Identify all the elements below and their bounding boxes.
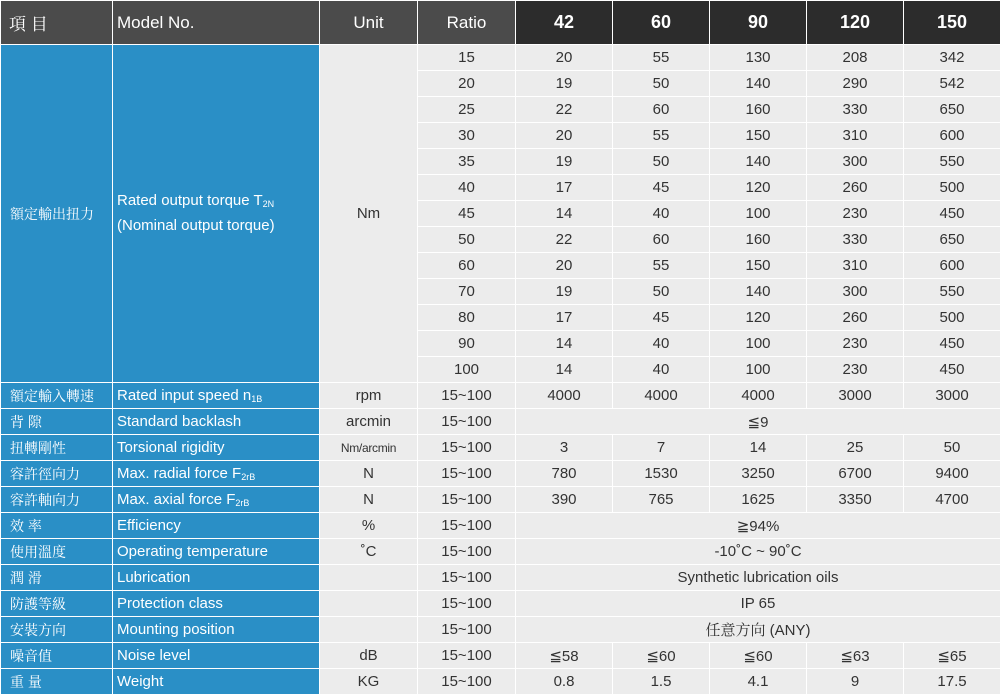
torque-value-cell: 290 [807,71,904,97]
weight-value-cell: 9 [807,669,904,695]
torque-value-cell: 22 [516,97,613,123]
torque-value-cell: 450 [904,357,1000,383]
noise-value-cell: ≦65 [904,643,1000,669]
backlash-label-en-text: Standard backlash [117,413,241,430]
radial-label-en [113,461,320,487]
weight-value-cell: 0.8 [516,669,613,695]
ratio-cell: 100 [418,357,516,383]
spec-row-noise [1,643,1000,669]
torque-value-cell: 20 [516,45,613,71]
axial-label-zh: 容許軸向力 [1,487,113,513]
torque-value-cell: 45 [613,175,710,201]
torque-value-cell: 542 [904,71,1000,97]
ratio-cell: 15 [418,45,516,71]
torque-value-cell: 17 [516,175,613,201]
speed-label-en-text: Rated input speed n [117,387,251,404]
noise-label-en-text: Noise level [117,647,190,664]
ratio-cell: 40 [418,175,516,201]
spec-row-speed [1,383,1000,409]
torque-value-cell: 230 [807,357,904,383]
axial-ratio: 15~100 [418,487,516,513]
lubrication-label-en [113,565,320,591]
torque-value-cell: 300 [807,149,904,175]
header-ratio: Ratio [418,1,516,45]
torque-value-cell: 100 [710,357,807,383]
spec-row-radial [1,461,1000,487]
torque-value-cell: 22 [516,227,613,253]
temperature-ratio: 15~100 [418,539,516,565]
lubrication-unit [320,565,418,591]
torque-value-cell: 100 [710,201,807,227]
torque-value-cell: 450 [904,331,1000,357]
torque-value-cell: 208 [807,45,904,71]
radial-value-cell: 1530 [613,461,710,487]
backlash-unit: arcmin [320,409,418,435]
torque-value-cell: 50 [613,279,710,305]
header-model-90: 90 [710,1,807,45]
header-item: 項 目 [1,1,113,45]
axial-unit: N [320,487,418,513]
torque-value-cell: 20 [516,253,613,279]
torque-value-cell: 140 [710,149,807,175]
rigidity-value-cell: 14 [710,435,807,461]
ratio-cell: 70 [418,279,516,305]
radial-value-cell: 6700 [807,461,904,487]
backlash-label-en [113,409,320,435]
protection-merged-value: IP 65 [516,591,1000,617]
speed-label-en [113,383,320,409]
lubrication-label-zh: 潤 滑 [1,565,113,591]
rigidity-label-en-text: Torsional rigidity [117,439,225,456]
mounting-unit [320,617,418,643]
weight-label-en-text: Weight [117,673,163,690]
torque-value-cell: 160 [710,227,807,253]
torque-value-cell: 330 [807,97,904,123]
torque-value-cell: 55 [613,123,710,149]
weight-unit: KG [320,669,418,695]
torque-value-cell: 50 [613,71,710,97]
torque-value-cell: 260 [807,175,904,201]
axial-value-cell: 4700 [904,487,1000,513]
mounting-label-en [113,617,320,643]
torque-value-cell: 600 [904,253,1000,279]
axial-label-en-sub: 2rB [235,498,249,508]
spec-row-temperature [1,539,1000,565]
ratio-cell: 90 [418,331,516,357]
spec-row-rigidity [1,435,1000,461]
torque-value-cell: 60 [613,227,710,253]
header-row [1,1,1000,45]
temperature-label-zh: 使用溫度 [1,539,113,565]
torque-row [1,45,1000,71]
torque-value-cell: 120 [710,305,807,331]
header-model-60: 60 [613,1,710,45]
radial-ratio: 15~100 [418,461,516,487]
protection-label-zh: 防護等級 [1,591,113,617]
rigidity-value-cell: 7 [613,435,710,461]
torque-value-cell: 310 [807,123,904,149]
speed-ratio: 15~100 [418,383,516,409]
header-model-120: 120 [807,1,904,45]
weight-value-cell: 4.1 [710,669,807,695]
speed-unit: rpm [320,383,418,409]
header-model-150: 150 [904,1,1000,45]
torque-value-cell: 650 [904,227,1000,253]
rigidity-label-zh: 扭轉剛性 [1,435,113,461]
torque-value-cell: 230 [807,331,904,357]
torque-value-cell: 550 [904,149,1000,175]
torque-value-cell: 300 [807,279,904,305]
torque-value-cell: 140 [710,71,807,97]
torque-value-cell: 500 [904,175,1000,201]
torque-label-en-line2: (Nominal output torque) [117,217,275,234]
radial-label-en-text: Max. radial force F [117,465,241,482]
axial-label-en [113,487,320,513]
backlash-merged-value: ≦9 [516,409,1000,435]
torque-value-cell: 100 [710,331,807,357]
protection-ratio: 15~100 [418,591,516,617]
noise-unit: dB [320,643,418,669]
torque-value-cell: 20 [516,123,613,149]
torque-value-cell: 342 [904,45,1000,71]
torque-label-en-sub: 2N [263,199,275,209]
efficiency-ratio: 15~100 [418,513,516,539]
ratio-cell: 20 [418,71,516,97]
protection-label-en [113,591,320,617]
spec-row-axial [1,487,1000,513]
lubrication-label-en-text: Lubrication [117,569,190,586]
efficiency-label-en-text: Efficiency [117,517,181,534]
weight-label-zh: 重 量 [1,669,113,695]
temperature-merged-value: -10˚C ~ 90˚C [516,539,1000,565]
ratio-cell: 25 [418,97,516,123]
rigidity-value-cell: 25 [807,435,904,461]
mounting-label-zh: 安裝方向 [1,617,113,643]
torque-value-cell: 55 [613,253,710,279]
spec-row-efficiency [1,513,1000,539]
protection-unit [320,591,418,617]
noise-ratio: 15~100 [418,643,516,669]
lubrication-ratio: 15~100 [418,565,516,591]
lubrication-merged-value: Synthetic lubrication oils [516,565,1000,591]
radial-value-cell: 3250 [710,461,807,487]
torque-value-cell: 14 [516,331,613,357]
spec-table-body [1,45,1000,695]
radial-label-en-sub: 2rB [241,472,255,482]
header-unit: Unit [320,1,418,45]
ratio-cell: 80 [418,305,516,331]
ratio-cell: 60 [418,253,516,279]
radial-label-zh: 容許徑向力 [1,461,113,487]
torque-value-cell: 450 [904,201,1000,227]
speed-label-zh: 額定輸入轉速 [1,383,113,409]
torque-value-cell: 150 [710,253,807,279]
torque-value-cell: 19 [516,71,613,97]
torque-value-cell: 45 [613,305,710,331]
torque-value-cell: 650 [904,97,1000,123]
ratio-cell: 35 [418,149,516,175]
speed-value-cell: 4000 [516,383,613,409]
rigidity-label-en [113,435,320,461]
spec-row-lubrication [1,565,1000,591]
radial-unit: N [320,461,418,487]
protection-label-en-text: Protection class [117,595,223,612]
efficiency-merged-value: ≧94% [516,513,1000,539]
mounting-label-en-text: Mounting position [117,621,235,638]
header-model-42: 42 [516,1,613,45]
speed-value-cell: 3000 [807,383,904,409]
noise-label-zh: 噪音值 [1,643,113,669]
torque-value-cell: 40 [613,357,710,383]
spec-row-backlash [1,409,1000,435]
header-model-no: Model No. [113,1,320,45]
speed-value-cell: 4000 [613,383,710,409]
axial-value-cell: 3350 [807,487,904,513]
torque-value-cell: 19 [516,149,613,175]
radial-value-cell: 9400 [904,461,1000,487]
torque-value-cell: 230 [807,201,904,227]
spec-row-mounting [1,617,1000,643]
axial-label-en-text: Max. axial force F [117,491,235,508]
speed-label-en-sub: 1B [251,394,262,404]
noise-value-cell: ≦63 [807,643,904,669]
torque-value-cell: 50 [613,149,710,175]
speed-value-cell: 4000 [710,383,807,409]
weight-label-en [113,669,320,695]
axial-value-cell: 1625 [710,487,807,513]
temperature-label-en-text: Operating temperature [117,543,268,560]
torque-value-cell: 130 [710,45,807,71]
torque-unit: Nm [320,45,418,383]
spec-row-weight [1,669,1000,695]
torque-value-cell: 160 [710,97,807,123]
ratio-cell: 50 [418,227,516,253]
noise-value-cell: ≦58 [516,643,613,669]
noise-label-en [113,643,320,669]
rigidity-value-cell: 3 [516,435,613,461]
torque-value-cell: 150 [710,123,807,149]
axial-value-cell: 765 [613,487,710,513]
weight-value-cell: 1.5 [613,669,710,695]
noise-value-cell: ≦60 [613,643,710,669]
efficiency-label-zh: 效 率 [1,513,113,539]
torque-value-cell: 40 [613,331,710,357]
weight-ratio: 15~100 [418,669,516,695]
ratio-cell: 30 [418,123,516,149]
torque-value-cell: 40 [613,201,710,227]
torque-value-cell: 19 [516,279,613,305]
efficiency-unit: % [320,513,418,539]
weight-value-cell: 17.5 [904,669,1000,695]
torque-value-cell: 17 [516,305,613,331]
temperature-label-en [113,539,320,565]
radial-value-cell: 780 [516,461,613,487]
torque-label-en-main: Rated output torque T [117,192,263,209]
torque-label-zh: 額定輸出扭力 [1,45,113,383]
noise-value-cell: ≦60 [710,643,807,669]
torque-value-cell: 120 [710,175,807,201]
ratio-cell: 45 [418,201,516,227]
torque-value-cell: 60 [613,97,710,123]
rigidity-value-cell: 50 [904,435,1000,461]
torque-value-cell: 260 [807,305,904,331]
axial-value-cell: 390 [516,487,613,513]
torque-value-cell: 310 [807,253,904,279]
torque-value-cell: 14 [516,357,613,383]
rigidity-unit: Nm/arcmin [320,435,418,461]
spec-row-protection [1,591,1000,617]
temperature-unit: ˚C [320,539,418,565]
mounting-merged-value: 任意方向 (ANY) [516,617,1000,643]
speed-value-cell: 3000 [904,383,1000,409]
torque-value-cell: 140 [710,279,807,305]
torque-value-cell: 330 [807,227,904,253]
torque-value-cell: 600 [904,123,1000,149]
torque-label-en [113,45,320,383]
backlash-ratio: 15~100 [418,409,516,435]
mounting-ratio: 15~100 [418,617,516,643]
rigidity-ratio: 15~100 [418,435,516,461]
efficiency-label-en [113,513,320,539]
torque-value-cell: 550 [904,279,1000,305]
torque-value-cell: 500 [904,305,1000,331]
torque-value-cell: 55 [613,45,710,71]
backlash-label-zh: 背 隙 [1,409,113,435]
torque-value-cell: 14 [516,201,613,227]
